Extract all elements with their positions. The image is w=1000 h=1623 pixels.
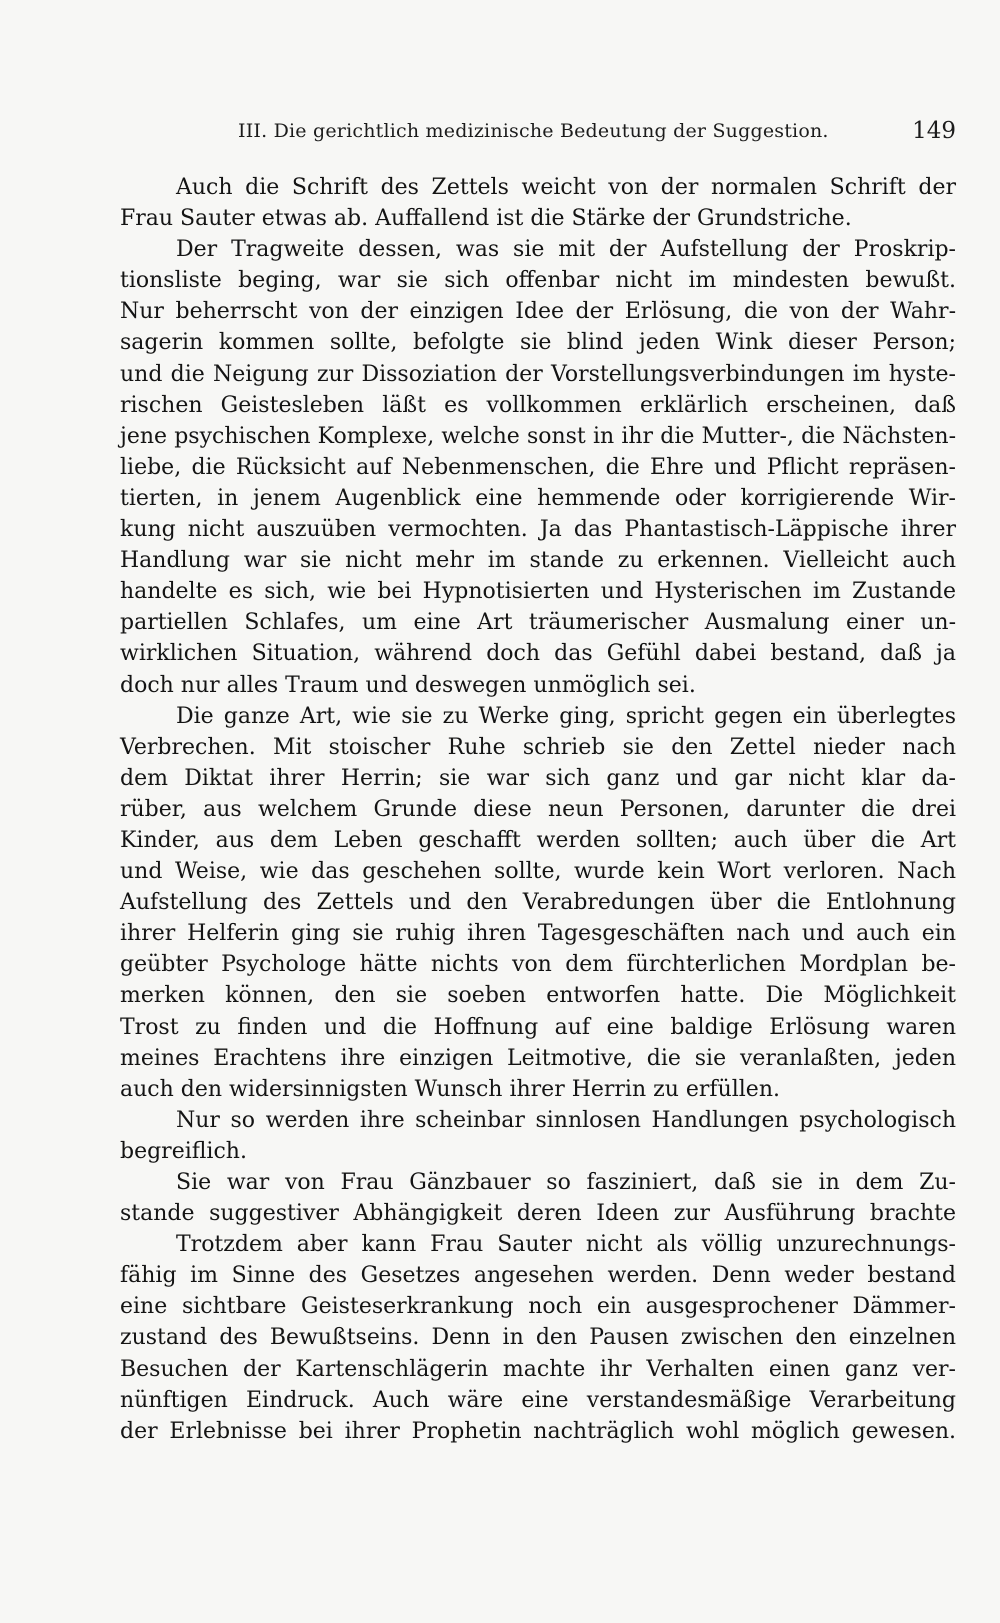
text-line: nünftigen Eindruck. Auch wäre eine verstandesmäßige Verarbeitung <box>120 1387 956 1413</box>
text-line: fähig im Sinne des Gesetzes angesehen werden. Denn weder bestand <box>120 1263 956 1289</box>
text-line: eine sichtbare Geisteserkrankung noch ein ausgesprochener Dämmer- <box>120 1294 956 1320</box>
text-line: Kinder, aus dem Leben geschafft werden sollten; auch über die Art <box>120 827 956 853</box>
text-line: Verbrechen. Mit stoischer Ruhe schrieb sie den Zettel nieder nach <box>120 734 956 760</box>
text-line: und Weise, wie das geschehen sollte, wurde kein Wort verloren. Nach <box>120 859 956 885</box>
text-line: zustand des Bewußtseins. Denn in den Pausen zwischen den einzelnen <box>120 1325 956 1351</box>
text-line: partiellen Schlafes, um eine Art träumerischer Ausmalung einer un- <box>120 610 956 636</box>
text-line: jene psychischen Komplexe, welche sonst in ihr die Mutter-, die Nächsten- <box>120 423 956 449</box>
text-line: Die ganze Art, wie sie zu Werke ging, spricht gegen ein überlegtes <box>176 703 956 729</box>
text-line: Sie war von Frau Gänzbauer so fasziniert, daß sie in dem Zu- <box>176 1170 956 1195</box>
text-line: rischen Geistesleben läßt es vollkommen erklärlich erscheinen, daß <box>120 392 956 418</box>
page-number: 149 <box>912 118 956 144</box>
text-line: handelte es sich, wie bei Hypnotisierten und Hysterischen im Zustande <box>120 579 956 605</box>
text-line: Der Tragweite dessen, was sie mit der Aufstellung der Proskrip- <box>176 237 956 263</box>
text-line: wirklichen Situation, während doch das Gefühl dabei bestand, daß ja <box>120 641 956 667</box>
running-title: III. Die gerichtlich medizinische Bedeutung der Suggestion. <box>238 120 829 142</box>
text-line: merken können, den sie soeben entworfen hatte. Die Möglichkeit <box>120 983 956 1009</box>
text-line: Auch die Schrift des Zettels weicht von der normalen Schrift der <box>176 175 956 200</box>
text-line: begreiflich. <box>120 1138 247 1164</box>
text-line: doch nur alles Traum und deswegen unmöglich sei. <box>120 672 696 698</box>
text-line: und die Neigung zur Dissoziation der Vorstellungsverbindungen im hyste- <box>120 361 956 387</box>
text-line: tierten, in jenem Augenblick eine hemmende oder korrigierende Wir- <box>120 485 956 511</box>
text-line: sagerin kommen sollte, befolgte sie blind jeden Wink dieser Person; <box>120 330 956 356</box>
text-line: Aufstellung des Zettels und den Verabredungen über die Entlohnung <box>120 890 956 916</box>
text-line: Frau Sauter etwas ab. Auffallend ist die Stärke der Grundstriche. <box>120 206 852 232</box>
text-line: Nur so werden ihre scheinbar sinnlosen Handlungen psychologisch <box>176 1107 956 1133</box>
text-line: geübter Psychologe hätte nichts von dem fürchterlichen Mordplan be- <box>120 952 956 978</box>
text-line: liebe, die Rücksicht auf Nebenmenschen, die Ehre und Pflicht repräsen- <box>120 454 956 480</box>
text-line: kung nicht auszuüben vermochten. Ja das Phantastisch-Läppische ihrer <box>120 517 956 543</box>
text-line: rüber, aus welchem Grunde diese neun Personen, darunter die drei <box>120 796 956 822</box>
text-line: meines Erachtens ihre einzigen Leitmotive, die sie veranlaßten, jeden <box>120 1045 956 1071</box>
text-line: Besuchen der Kartenschlägerin machte ihr Verhalten einen ganz ver- <box>120 1356 956 1382</box>
text-line: ihrer Helferin ging sie ruhig ihren Tagesgeschäften nach und auch ein <box>120 921 956 947</box>
body-text <box>120 172 956 1447</box>
text-line: Trost zu finden und die Hoffnung auf eine baldige Erlösung waren <box>120 1014 956 1040</box>
text-line: stande suggestiver Abhängigkeit deren Ideen zur Ausführung brachte <box>120 1201 956 1227</box>
text-line: dem Diktat ihrer Herrin; sie war sich ganz und gar nicht klar da- <box>120 765 956 791</box>
text-line: auch den widersinnigsten Wunsch ihrer Herrin zu erfüllen. <box>120 1076 780 1102</box>
running-head <box>238 120 956 150</box>
text-line: tionsliste beging, war sie sich offenbar nicht im mindesten bewußt. <box>120 268 956 294</box>
text-line: Handlung war sie nicht mehr im stande zu erkennen. Vielleicht auch <box>120 548 956 574</box>
text-line: Nur beherrscht von der einzigen Idee der Erlösung, die von der Wahr- <box>120 299 956 325</box>
text-line: Trotzdem aber kann Frau Sauter nicht als völlig unzurechnungs- <box>176 1232 956 1258</box>
text-line: der Erlebnisse bei ihrer Prophetin nachträglich wohl möglich gewesen. <box>120 1418 956 1444</box>
